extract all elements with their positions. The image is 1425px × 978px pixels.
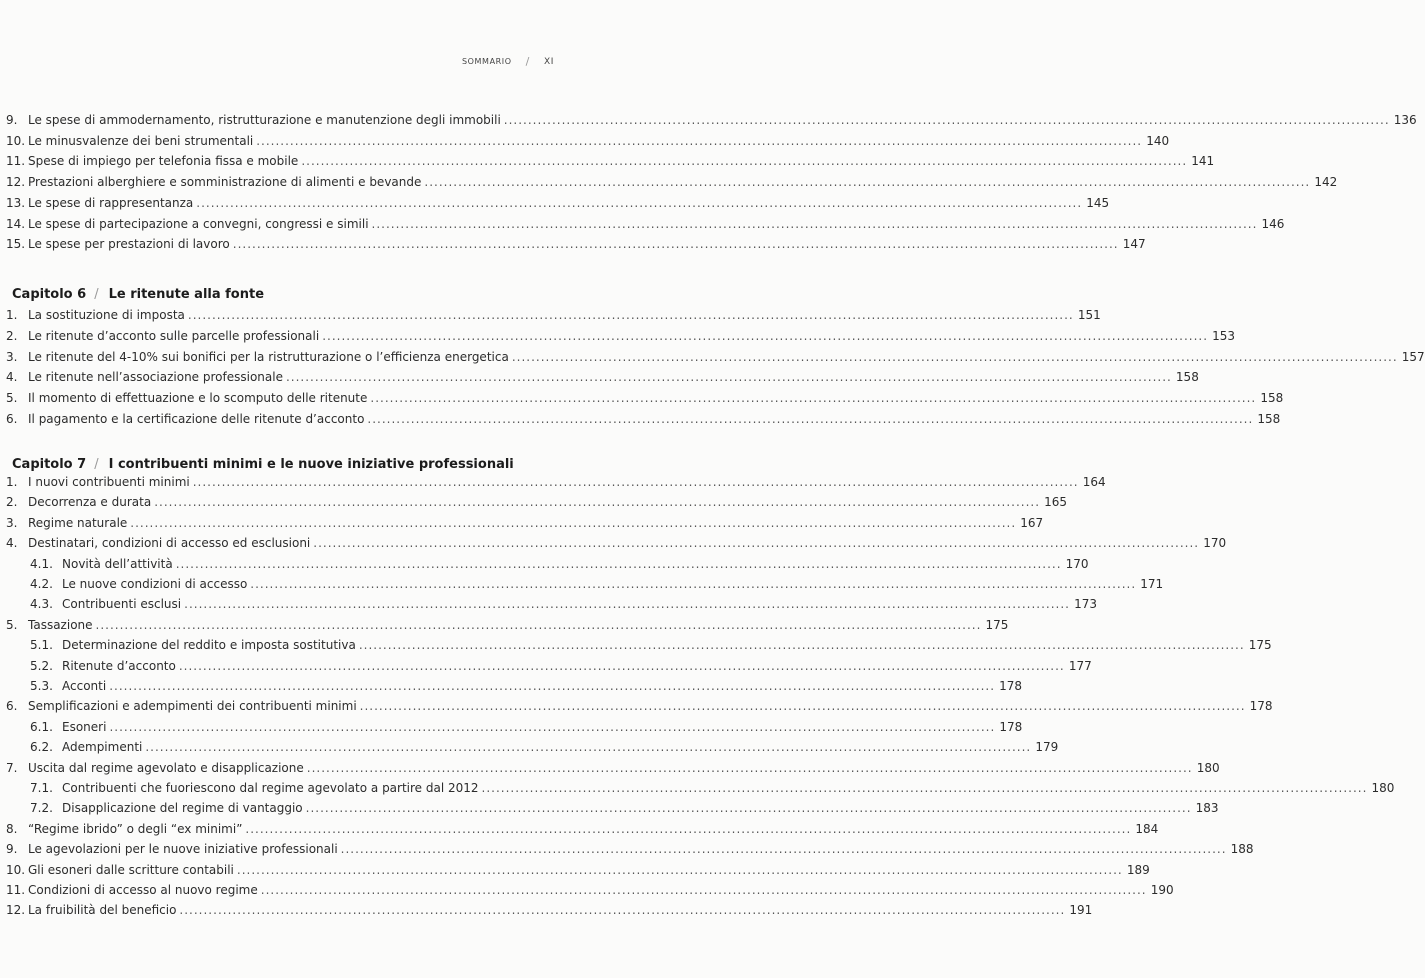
toc-entry [6, 472, 1106, 492]
toc-dot-leader [313, 533, 1199, 553]
toc-entry-number: 2. [6, 495, 18, 510]
toc-dot-leader [184, 594, 1070, 614]
toc-entry-number: 12. [6, 175, 26, 190]
toc-entry-page: 140 [1146, 133, 1170, 148]
toc-dot-leader [109, 717, 995, 737]
toc-entry [6, 533, 1227, 553]
toc-entry-page: 157 [1401, 349, 1425, 364]
toc-dot-leader [367, 409, 1253, 429]
toc-entry-title: Contribuenti esclusi [62, 597, 182, 612]
toc-entry-number: 5.1. [30, 638, 53, 653]
toc-entry-page: 190 [1150, 883, 1174, 897]
toc-entry-title: Novità dell’attività [62, 556, 173, 571]
toc-entry-title: Spese di impiego per telefonia fissa e mobile [28, 154, 299, 169]
toc-entry-title: La fruibilità del beneficio [28, 903, 177, 918]
toc-entry-page: 136 [1393, 113, 1417, 127]
toc-entry [6, 594, 1097, 614]
toc-entry [6, 172, 1338, 192]
toc-entry-number: 10. [6, 862, 26, 877]
toc-entry-page: 180 [1196, 760, 1220, 775]
toc-entry-title: Adempimenti [62, 740, 143, 755]
toc-entry-number: 8. [6, 821, 18, 836]
toc-entry-title: Le spese di partecipazione a convegni, congressi e simili [28, 216, 369, 231]
toc-entry [6, 819, 1159, 839]
chapter-6-title: Le ritenute alla fonte [108, 287, 265, 302]
toc-entry [6, 737, 1059, 757]
toc-entry-number: 3. [6, 349, 18, 364]
toc-dot-leader [341, 839, 1227, 859]
chapter-7-title: I contribuenti minimi e le nuove iniziative professionali [108, 457, 514, 472]
toc-entry-page: 188 [1230, 842, 1254, 857]
toc-dot-leader [360, 696, 1246, 716]
toc-entry [6, 326, 1236, 346]
chapter-7-label: Capitolo 7 [12, 457, 87, 472]
toc-entry-number: 1. [6, 308, 18, 322]
toc-dot-leader [512, 347, 1398, 367]
toc-entry-page: 167 [1020, 515, 1044, 530]
toc-entry-title: Regime naturale [28, 515, 128, 530]
toc-dot-leader [196, 193, 1082, 213]
toc-dot-leader [372, 214, 1258, 234]
toc-dot-leader [145, 737, 1031, 757]
toc-entry-title: Le ritenute nell’associazione professionale [28, 370, 283, 385]
toc-entry-page: 189 [1126, 862, 1150, 877]
toc-entry-page: 178 [999, 719, 1023, 734]
chapter-7-separator: / [94, 457, 99, 472]
toc-dot-leader [179, 656, 1065, 676]
toc-entry-page: 178 [1249, 699, 1273, 714]
toc-dot-leader [250, 574, 1136, 594]
toc-entry-number: 2. [6, 328, 18, 343]
toc-entry-title: Condizioni di accesso al nuovo regime [28, 883, 258, 897]
toc-entry-number: 14. [6, 216, 26, 231]
toc-entry-title: Le spese per prestazioni di lavoro [28, 237, 230, 252]
toc-entry-number: 1. [6, 475, 18, 489]
toc-entry [6, 110, 1417, 130]
toc-entry-title: Decorrenza e durata [28, 495, 152, 510]
toc-entry-title: Determinazione del reddito e imposta sostitutiva [62, 638, 356, 653]
toc-entry-title: Contribuenti che fuoriescono dal regime agevolato a partire dal 2012 [62, 781, 479, 795]
toc-entry-page: 142 [1314, 175, 1338, 190]
toc-dot-leader [193, 472, 1079, 492]
toc-entry-number: 5.2. [30, 658, 53, 673]
toc-entry-page: 184 [1135, 821, 1159, 836]
chapter-6-separator: / [94, 287, 99, 302]
toc-entry-number: 4. [6, 370, 18, 385]
toc-entry-page: 151 [1077, 308, 1101, 322]
toc-entry-number: 6.1. [30, 719, 53, 734]
toc-entry-page: 141 [1191, 154, 1215, 169]
toc-entry-title: La sostituzione di imposta [28, 308, 185, 322]
toc-entry [6, 656, 1092, 676]
toc-dot-leader [301, 151, 1187, 171]
toc-entry [6, 717, 1023, 737]
toc-dot-leader [245, 819, 1131, 839]
toc-entry-number: 4.3. [30, 597, 53, 612]
toc-dot-leader [256, 131, 1142, 151]
toc-dot-leader [179, 900, 1065, 920]
toc-entry-page: 153 [1212, 328, 1236, 343]
running-head [462, 55, 554, 68]
toc-entry-title: I nuovi contribuenti minimi [28, 475, 190, 489]
toc-entry-page: 171 [1140, 577, 1164, 591]
chapter-6-heading [12, 285, 264, 305]
toc-entry [6, 758, 1220, 778]
toc-entry-page: 180 [1371, 781, 1395, 795]
toc-entry [6, 492, 1068, 512]
toc-entry [6, 131, 1170, 151]
toc-entry [6, 860, 1150, 880]
chapter-6-label: Capitolo 6 [12, 287, 87, 302]
toc-entry-page: 170 [1203, 536, 1227, 551]
toc-entry-title: Le minusvalenze dei beni strumentali [28, 133, 254, 148]
toc-entry-page: 175 [985, 617, 1009, 632]
toc-entry-title: Il pagamento e la certificazione delle ritenute d’acconto [28, 412, 365, 426]
toc-entry [6, 214, 1285, 234]
toc-entry [6, 347, 1425, 367]
toc-dot-leader [322, 326, 1208, 346]
toc-entry-number: 4. [6, 536, 18, 551]
toc-entry-title: Le spese di rappresentanza [28, 195, 194, 210]
toc-entry [6, 615, 1009, 635]
toc-entry [6, 574, 1164, 594]
toc-entry [6, 388, 1284, 408]
toc-entry-title: Le nuove condizioni di accesso [62, 577, 248, 591]
toc-entry-number: 7. [6, 760, 18, 775]
toc-entry [6, 305, 1101, 325]
running-head-section: SOMMARIO [461, 57, 512, 66]
toc-dot-leader [233, 234, 1119, 254]
toc-dot-leader [306, 798, 1192, 818]
toc-entry-number: 9. [6, 113, 18, 127]
toc-entry-page: 175 [1248, 638, 1272, 653]
toc-entry-title: Le spese di ammodernamento, ristrutturazione e manutenzione degli immobili [28, 113, 501, 127]
toc-dot-leader [188, 305, 1074, 325]
toc-entry [6, 900, 1093, 920]
toc-entry-number: 15. [6, 237, 26, 252]
toc-entry-number: 7.2. [30, 801, 53, 816]
toc-dot-leader [286, 367, 1172, 387]
toc-entry-page: 179 [1035, 740, 1059, 755]
toc-dot-leader [109, 676, 995, 696]
toc-dot-leader [176, 554, 1062, 574]
toc-entry-title: Prestazioni alberghiere e somministrazione di alimenti e bevande [28, 175, 422, 190]
toc-entry-number: 11. [6, 154, 26, 169]
toc-dot-leader [130, 513, 1016, 533]
toc-entry-page: 164 [1082, 475, 1106, 489]
toc-entry-title: Il momento di effettuazione e lo scomputo delle ritenute [28, 391, 368, 406]
toc-entry-page: 145 [1086, 195, 1110, 210]
toc-entry-title: Uscita dal regime agevolato e disapplicazione [28, 760, 304, 775]
toc-entry-page: 173 [1074, 597, 1097, 612]
toc-entry-number: 6.2. [30, 740, 53, 755]
toc-entry-number: 4.2. [30, 577, 53, 591]
toc-dot-leader [424, 172, 1310, 192]
toc-entry-title: Le agevolazioni per le nuove iniziative professionali [28, 842, 338, 857]
toc-entry-title: Le ritenute d’acconto sulle parcelle professionali [28, 328, 320, 343]
toc-entry-page: 158 [1260, 391, 1284, 406]
toc-entry-number: 3. [6, 515, 18, 530]
toc-entry [6, 696, 1273, 716]
toc-entry-page: 147 [1122, 237, 1146, 252]
toc-entry-number: 6. [6, 412, 18, 426]
toc-entry-number: 12. [6, 903, 26, 918]
toc-entry-number: 5. [6, 391, 18, 406]
toc-entry [6, 676, 1023, 696]
toc-entry [6, 513, 1044, 533]
toc-entry-page: 165 [1044, 495, 1068, 510]
toc-dot-leader [307, 758, 1193, 778]
toc-entry-title: Esoneri [62, 719, 107, 734]
toc-entry-title: Le ritenute del 4-10% sui bonifici per la ristrutturazione o l’efficienza energetica [28, 349, 509, 364]
toc-entry-title: Acconti [62, 679, 107, 693]
toc-entry-title: Disapplicazione del regime di vantaggio [62, 801, 303, 816]
toc-entry-title: “Regime ibrido” o degli “ex minimi” [28, 821, 243, 836]
toc-entry-number: 4.1. [30, 556, 53, 571]
toc-entry-page: 177 [1068, 658, 1092, 673]
toc-entry [6, 234, 1146, 254]
toc-entry-number: 10. [6, 133, 26, 148]
toc-entry-number: 5. [6, 617, 18, 632]
toc-dot-leader [261, 880, 1147, 900]
toc-dot-leader [237, 860, 1123, 880]
toc-dot-leader [504, 110, 1390, 130]
toc-dot-leader [96, 615, 982, 635]
toc-entry-title: Destinatari, condizioni di accesso ed esclusioni [28, 536, 311, 551]
toc-entry-page: 191 [1069, 903, 1093, 918]
toc-entry [6, 635, 1272, 655]
toc-entry-title: Gli esoneri dalle scritture contabili [28, 862, 234, 877]
toc-entry-number: 9. [6, 842, 18, 857]
toc-entry-title: Ritenute d’acconto [62, 658, 176, 673]
toc-entry-page: 158 [1175, 370, 1199, 385]
toc-entry [6, 839, 1254, 859]
toc-entry-title: Tassazione [28, 617, 93, 632]
toc-entry-number: 5.3. [30, 679, 53, 693]
toc-entry [6, 409, 1281, 429]
running-head-separator: / [525, 55, 530, 68]
toc-dot-leader [370, 388, 1256, 408]
toc-entry-page: 158 [1257, 412, 1281, 426]
toc-entry-title: Semplificazioni e adempimenti dei contribuenti minimi [28, 699, 357, 714]
toc-entry-number: 7.1. [30, 781, 53, 795]
toc-entry-page: 178 [999, 679, 1023, 693]
toc-entry-number: 11. [6, 883, 26, 897]
toc-entry [6, 880, 1174, 900]
toc-entry-page: 170 [1065, 556, 1089, 571]
toc-entry-number: 6. [6, 699, 18, 714]
toc-entry-page: 183 [1195, 801, 1219, 816]
toc-entry [6, 193, 1110, 213]
toc-entry [6, 778, 1395, 798]
toc-dot-leader [154, 492, 1040, 512]
toc-entry [6, 151, 1215, 171]
toc-entry [6, 554, 1089, 574]
toc-entry-number: 13. [6, 195, 26, 210]
toc-dot-leader [482, 778, 1368, 798]
toc-entry [6, 367, 1199, 387]
running-head-page-number: XI [543, 56, 554, 67]
toc-entry-page: 146 [1261, 216, 1285, 231]
toc-dot-leader [359, 635, 1245, 655]
toc-entry [6, 798, 1219, 818]
